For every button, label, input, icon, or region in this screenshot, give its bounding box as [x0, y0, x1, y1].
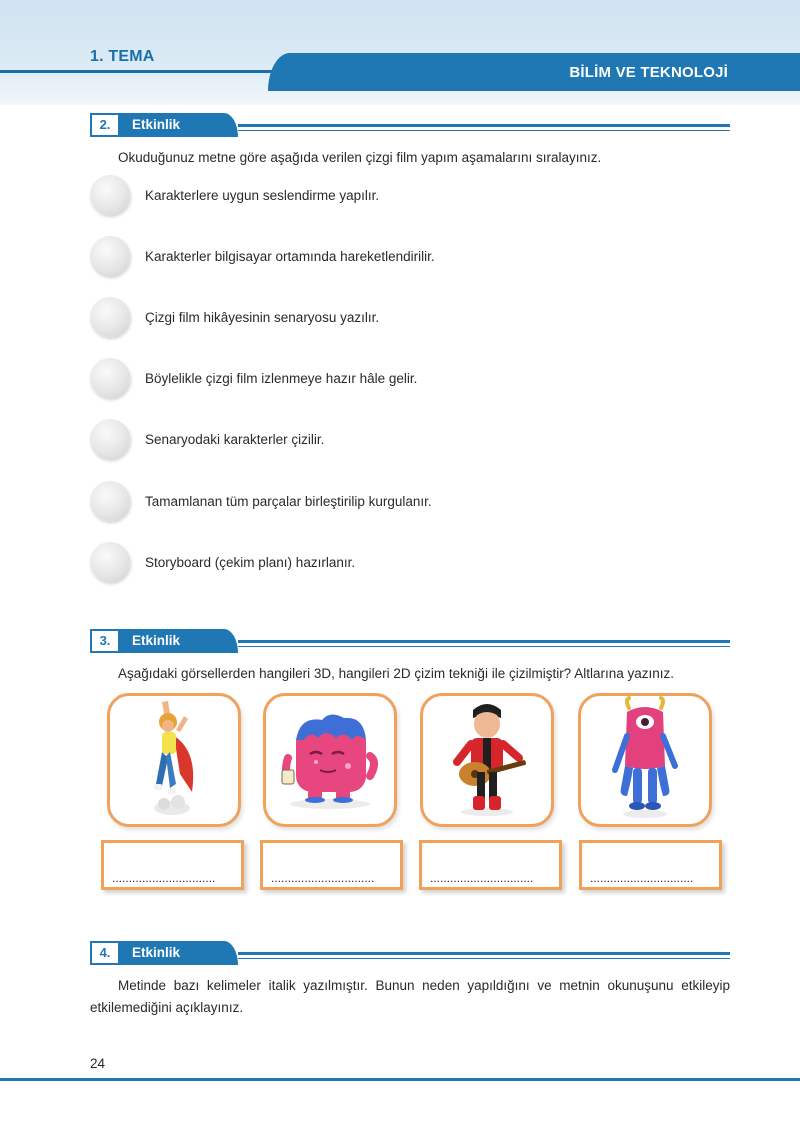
activity-label: Etkinlik [120, 941, 238, 965]
order-circle-input[interactable] [90, 542, 130, 582]
guitar-boy-icon [423, 696, 551, 824]
order-circle-input[interactable] [90, 481, 130, 521]
divider [238, 952, 730, 955]
footer-line [0, 1078, 800, 1081]
list-item [90, 358, 590, 402]
step-text: Böylelikle çizgi film izlenmeye hazır hâle gelir. [145, 371, 418, 386]
activity-2-header [90, 113, 730, 139]
activity-label: Etkinlik [120, 629, 238, 653]
step-text: Storyboard (çekim planı) hazırlanır. [145, 555, 356, 570]
header-title: BİLİM VE TEKNOLOJİ [569, 64, 728, 81]
answer-placeholder: ............................... [590, 871, 694, 885]
answer-input[interactable] [101, 840, 244, 890]
order-circle-input[interactable] [90, 419, 130, 459]
tall-monster-icon [581, 696, 709, 824]
activity-number: 2. [90, 113, 120, 137]
answer-input[interactable] [260, 840, 403, 890]
activity-3-header [90, 629, 730, 655]
activity-2-instruction: Okuduğunuz metne göre aşağıda verilen çizgi film yapım aşamalarını sıralayınız. [118, 150, 602, 165]
step-text: Tamamlanan tüm parçalar birleştirilip kurgulanır. [145, 494, 432, 509]
answer-placeholder: ............................... [430, 871, 534, 885]
answer-placeholder: ............................... [112, 871, 216, 885]
activity-number: 3. [90, 629, 120, 653]
activity-4-text: Metinde bazı kelimeler italik yazılmıştır. Bunun neden yapıldığını ve metnin okunuşunu etkileyip etkilemediğini açıklayınız. [90, 978, 730, 1015]
order-circle-input[interactable] [90, 236, 130, 276]
image-card [420, 693, 554, 827]
image-card [578, 693, 712, 827]
order-circle-input[interactable] [90, 358, 130, 398]
list-item [90, 297, 590, 341]
order-circle-input[interactable] [90, 297, 130, 337]
divider [238, 640, 730, 643]
divider [238, 646, 730, 647]
list-item [90, 481, 590, 525]
divider [238, 958, 730, 959]
list-item [90, 236, 590, 280]
activity-number: 4. [90, 941, 120, 965]
theme-label: 1. TEMA [90, 48, 155, 65]
step-text: Karakterler bilgisayar ortamında hareketlendirilir. [145, 249, 435, 264]
theme-underline [0, 70, 285, 73]
page-number: 24 [90, 1056, 106, 1071]
activity-label: Etkinlik [120, 113, 238, 137]
answer-input[interactable] [419, 840, 562, 890]
divider [238, 130, 730, 131]
activity-4-header [90, 941, 730, 967]
image-card [263, 693, 397, 827]
divider [238, 124, 730, 127]
step-text: Karakterlere uygun seslendirme yapılır. [145, 188, 380, 203]
step-text: Çizgi film hikâyesinin senaryosu yazılır. [145, 310, 380, 325]
image-card [107, 693, 241, 827]
list-item [90, 419, 590, 463]
answer-input[interactable] [579, 840, 722, 890]
answer-placeholder: ............................... [271, 871, 375, 885]
flying-girl-icon [110, 696, 238, 824]
activity-3-instruction: Aşağıdaki görsellerden hangileri 3D, hangileri 2D çizim tekniği ile çizilmiştir? Altlarına yazınız. [118, 666, 674, 681]
list-item [90, 175, 590, 219]
step-text: Senaryodaki karakterler çizilir. [145, 432, 325, 447]
list-item [90, 542, 590, 586]
pink-monster-icon [266, 696, 394, 824]
order-circle-input[interactable] [90, 175, 130, 215]
